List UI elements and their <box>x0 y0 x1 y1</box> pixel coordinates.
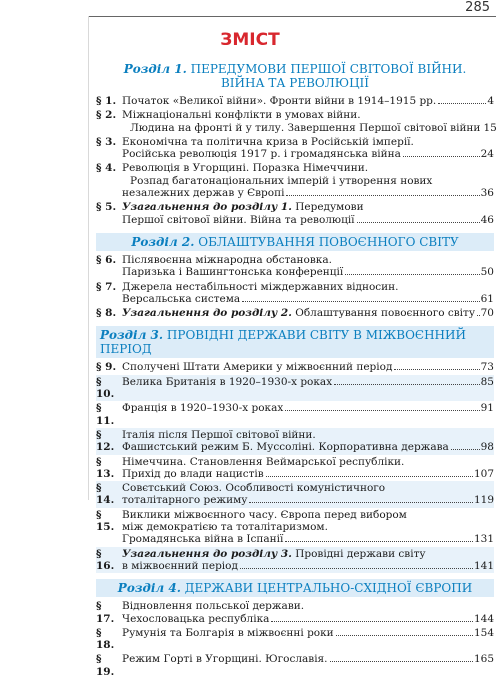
section-title: ВІЙНА ТА РЕВОЛЮЦІЇ <box>220 76 370 90</box>
section-label: Розділ 3. <box>100 328 164 343</box>
section-label: Розділ 1. <box>123 62 187 76</box>
paragraph-number: § 12. <box>96 428 115 454</box>
leader-dots <box>403 155 480 157</box>
toc-title: ЗМІСТ <box>220 30 280 50</box>
section-title: ПРОВІДНІ ДЕРЖАВИ СВІТУ В МІЖВОЄННИЙ ПЕРІОД <box>100 328 466 357</box>
leader-dots <box>357 221 480 223</box>
section-heading <box>96 579 494 597</box>
paragraph-number: § 10. <box>96 375 115 401</box>
entry-title: Громадянська війна в Іспанії <box>122 533 284 546</box>
paragraph-number: § 11. <box>96 402 115 427</box>
section-title: ДЕРЖАВИ ЦЕНТРАЛЬНО-СХІДНОЇ ЄВРОПИ <box>184 581 473 596</box>
paragraph-number: § 8. <box>96 307 117 320</box>
toc-entry[interactable] <box>96 94 494 108</box>
leader-dots <box>336 634 473 636</box>
page-ref: 36 <box>480 187 494 200</box>
section-heading <box>96 326 494 358</box>
entry-title: Російська революція 1917 р. і громадянська війна <box>122 148 401 161</box>
paragraph-number: § 9. <box>96 361 117 374</box>
entry-title: Облаштування повоєнного світу <box>295 307 476 320</box>
leader-dots <box>330 660 473 662</box>
entry-title: Післявоєнна міжнародна обстановка. <box>122 253 332 266</box>
entry-title: Першої світової війни. Війна та революції <box>122 213 355 226</box>
toc-entry[interactable] <box>96 135 494 162</box>
page-ref: 165 <box>473 653 494 666</box>
page-ref: 141 <box>473 559 494 572</box>
toc-entry[interactable] <box>96 508 494 547</box>
toc-entry[interactable] <box>96 626 494 653</box>
leader-dots <box>285 540 473 542</box>
toc-entry[interactable] <box>96 547 494 574</box>
toc-entry[interactable] <box>96 401 494 428</box>
leader-dots <box>271 620 473 622</box>
summary-prefix: Узагальнення до розділу 3. <box>122 547 292 560</box>
leader-dots <box>477 314 480 316</box>
entry-title: Джерела нестабільності міждержавних відносин. <box>122 280 399 293</box>
page-ref: 4 <box>487 95 494 107</box>
page-ref: 107 <box>473 467 494 480</box>
entry-title: Паризька і Вашингтонська конференції <box>122 266 344 279</box>
entry-title: Міжнаціональні конфлікти в умовах війни. <box>122 109 361 122</box>
paragraph-number: § 2. <box>96 109 117 122</box>
entry-title: Режим Горті в Угорщині. Югославія. <box>122 653 328 666</box>
entry-title: Прихід до влади нацистів <box>122 467 264 480</box>
entry-title: Велика Британія в 1920–1930-х роках <box>122 375 333 388</box>
entry-title: між демократією та тоталітаризмом. <box>122 521 328 534</box>
entry-title: Совєтський Союз. Особливості комуністичного <box>122 482 386 495</box>
page-ref: 85 <box>480 375 494 388</box>
toc-entry[interactable] <box>96 428 494 455</box>
paragraph-number: § 19. <box>96 653 115 678</box>
leader-dots <box>266 475 473 477</box>
paragraph-number: § 14. <box>96 482 115 507</box>
entry-title: Економічна та політична криза в Російській імперії. <box>122 135 414 148</box>
entry-title: незалежних держав у Європі <box>122 187 285 200</box>
paragraph-number: § 7. <box>96 280 117 293</box>
entry-title: Румунія та Болгарія в міжвоєнні роки <box>122 626 334 639</box>
toc-entry[interactable] <box>96 200 494 227</box>
toc-entry[interactable] <box>96 306 494 320</box>
section-label: Розділ 4. <box>117 581 181 596</box>
page-ref: 154 <box>473 626 494 639</box>
entry-title: Фашистський режим Б. Муссоліні. Корпоративна держава <box>122 441 449 454</box>
paragraph-number: § 13. <box>96 455 115 480</box>
leader-dots <box>240 567 473 569</box>
section-heading <box>96 60 494 92</box>
paragraph-number: § 1. <box>96 95 117 107</box>
header-rule <box>88 16 496 17</box>
paragraph-number: § 17. <box>96 600 115 625</box>
section-heading <box>96 233 494 251</box>
entry-title: Революція в Угорщині. Поразка Німеччини. <box>122 162 369 175</box>
leader-dots <box>334 383 480 385</box>
toc-entry[interactable] <box>96 253 494 280</box>
page-ref: 50 <box>480 266 494 279</box>
page-ref: 24 <box>480 148 494 161</box>
toc-entry[interactable] <box>96 360 494 374</box>
toc-entry[interactable] <box>96 161 494 200</box>
leader-dots <box>285 409 479 411</box>
page-ref: 73 <box>480 361 494 374</box>
entry-title: Відновлення польської держави. <box>122 600 305 613</box>
leader-dots <box>394 368 479 370</box>
paragraph-number: § 18. <box>96 626 115 652</box>
table-of-contents <box>96 54 497 679</box>
toc-entry[interactable] <box>96 652 494 679</box>
toc-entry[interactable] <box>96 108 497 135</box>
entry-title: Людина на фронті й у тилу. Завершення Першої світової війни <box>130 121 481 134</box>
page-ref: 46 <box>480 213 494 226</box>
entry-title: в міжвоєнний період <box>122 559 238 572</box>
paragraph-number: § 5. <box>96 201 117 214</box>
entry-title: Версальська система <box>122 292 241 305</box>
entry-title: тоталітарного режиму <box>122 494 248 507</box>
toc-entry[interactable] <box>96 455 494 482</box>
toc-entry[interactable] <box>96 599 494 626</box>
entry-title: Німеччина. Становлення Веймарської республіки. <box>122 455 405 468</box>
entry-title: Італія після Першої світової війни. <box>122 428 316 441</box>
entry-title: Передумови <box>295 201 364 214</box>
page-number: 285 <box>465 0 490 15</box>
paragraph-number: § 3. <box>96 135 117 148</box>
summary-prefix: Узагальнення до розділу 1. <box>122 201 292 214</box>
entry-title: Франція в 1920–1930-х роках <box>122 402 284 415</box>
leader-dots <box>249 501 473 503</box>
leader-dots <box>286 194 479 196</box>
page-ref: 61 <box>480 292 494 305</box>
entry-title: Чехословацька республіка <box>122 612 270 625</box>
page-ref: 144 <box>473 612 494 625</box>
leader-dots <box>345 273 479 275</box>
toc-entry[interactable] <box>96 481 494 508</box>
leader-dots <box>242 300 479 302</box>
summary-prefix: Узагальнення до розділу 2. <box>122 307 292 320</box>
page-ref: 70 <box>480 307 494 320</box>
entry-title: Провідні держави світу <box>295 547 426 560</box>
toc-entry[interactable] <box>96 280 494 307</box>
margin-rule <box>88 16 89 500</box>
section-title: ОБЛАШТУВАННЯ ПОВОЄННОГО СВІТУ <box>198 234 459 249</box>
leader-dots <box>438 102 486 104</box>
entry-title: Сполучені Штати Америки у міжвоєнний період <box>122 361 393 374</box>
entry-title: Розпад багатонаціональних імперій і утворення нових <box>130 174 433 187</box>
page-ref: 91 <box>480 402 494 415</box>
section-title: ПЕРЕДУМОВИ ПЕРШОЇ СВІТОВОЇ ВІЙНИ. <box>190 62 467 76</box>
toc-entry[interactable] <box>96 375 494 402</box>
leader-dots <box>451 448 480 450</box>
page-ref: 131 <box>473 533 494 546</box>
page-ref: 98 <box>480 441 494 454</box>
paragraph-number: § 6. <box>96 253 117 266</box>
page-ref: 15 <box>483 121 497 134</box>
paragraph-number: § 4. <box>96 162 117 175</box>
entry-title: Виклики міжвоєнного часу. Європа перед вибором <box>122 508 407 521</box>
paragraph-number: § 16. <box>96 547 115 572</box>
entry-title: Початок «Великої війни». Фронти війни в 1914–1915 рр. <box>122 95 437 107</box>
section-label: Розділ 2. <box>131 234 195 249</box>
paragraph-number: § 15. <box>96 508 115 534</box>
page-ref: 119 <box>473 494 494 507</box>
